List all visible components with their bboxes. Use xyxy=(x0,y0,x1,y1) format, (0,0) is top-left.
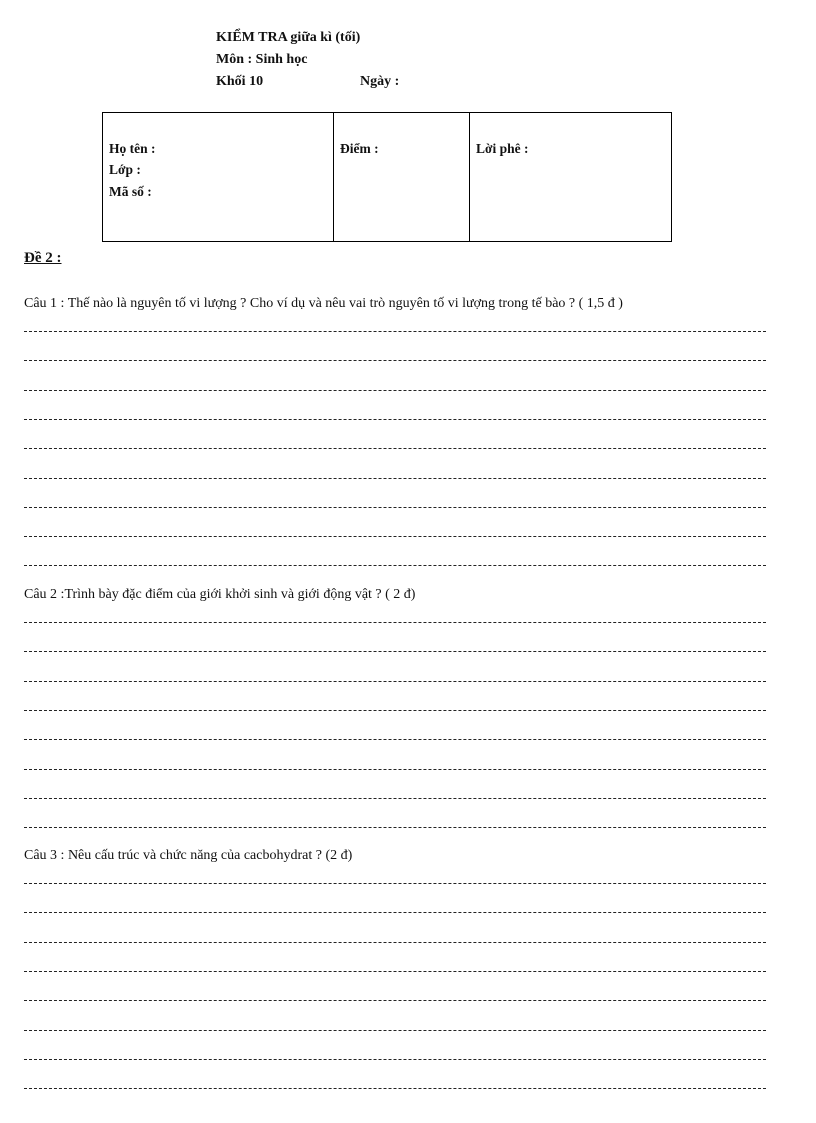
question-1: Câu 1 : Thế nào là nguyên tố vi lượng ? Cho ví dụ và nêu vai trò nguyên tố vi lượng trong tế bào ? ( 1,5 đ ) xyxy=(24,296,623,311)
answer-line xyxy=(24,622,766,623)
answer-line xyxy=(24,507,766,508)
date-label: Ngày : xyxy=(360,74,400,89)
answer-line xyxy=(24,681,766,682)
question-3: Câu 3 : Nêu cấu trúc và chức năng của cacbohydrat ? (2 đ) xyxy=(24,848,353,863)
answer-line xyxy=(24,1059,766,1060)
answer-line xyxy=(24,360,766,361)
question-2: Câu 2 :Trình bày đặc điểm của giới khởi sinh và giới động vật ? ( 2 đ) xyxy=(24,587,416,602)
answer-line xyxy=(24,798,766,799)
answer-line xyxy=(24,651,766,652)
answer-line xyxy=(24,448,766,449)
student-id-label: Mã số : xyxy=(109,184,152,199)
answer-line xyxy=(24,478,766,479)
answer-line xyxy=(24,419,766,420)
answer-line xyxy=(24,827,766,828)
exam-title: KIỂM TRA giữa kì (tối) xyxy=(216,30,361,45)
info-box-divider xyxy=(333,113,334,241)
answer-line xyxy=(24,739,766,740)
answer-line xyxy=(24,331,766,332)
answer-line xyxy=(24,942,766,943)
answer-line xyxy=(24,1088,766,1089)
answer-line xyxy=(24,565,766,566)
answer-line xyxy=(24,769,766,770)
answer-line xyxy=(24,883,766,884)
score-label: Điểm : xyxy=(340,141,379,156)
answer-line xyxy=(24,710,766,711)
class-label: Lớp : xyxy=(109,162,141,177)
subject-line: Môn : Sinh học xyxy=(216,52,308,67)
student-info-box xyxy=(102,112,672,242)
answer-line xyxy=(24,971,766,972)
comment-label: Lời phê : xyxy=(476,141,529,156)
info-box-divider xyxy=(469,113,470,241)
name-label: Họ tên : xyxy=(109,141,156,156)
answer-line xyxy=(24,1030,766,1031)
exam-code: Đề 2 : xyxy=(24,250,62,266)
answer-line xyxy=(24,912,766,913)
answer-line xyxy=(24,1000,766,1001)
grade-line: Khối 10 xyxy=(216,74,264,89)
answer-line xyxy=(24,536,766,537)
answer-line xyxy=(24,390,766,391)
